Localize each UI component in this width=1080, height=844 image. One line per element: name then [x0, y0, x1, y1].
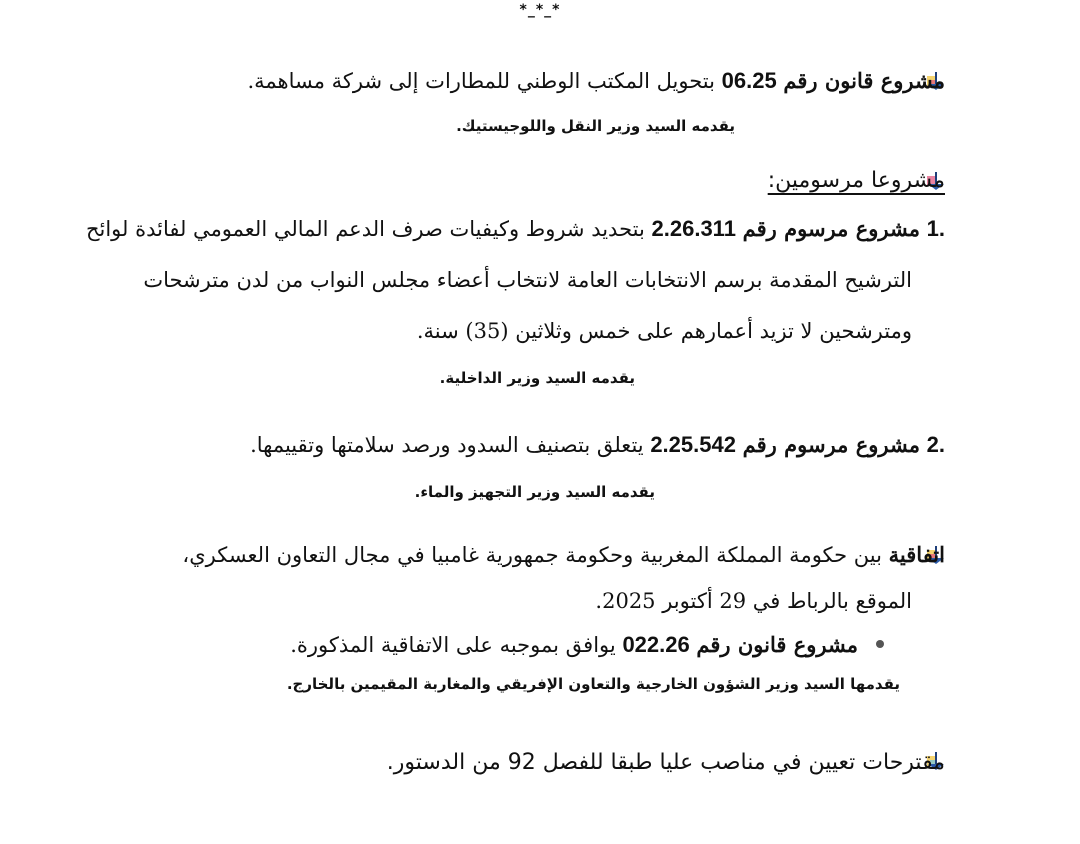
bill-lead: مشروع قانون رقم [696, 632, 858, 657]
decree-lead: مشروع مرسوم رقم [742, 432, 920, 457]
appointments-line: مقترحات تعيين في مناصب عليا طبقا للفصل 92 من الدستور. [386, 750, 945, 775]
decree-2-line [250, 428, 945, 462]
decree-lead: مشروع مرسوم رقم [742, 216, 920, 241]
sub-bill-line [290, 628, 858, 662]
bill-line [247, 64, 945, 98]
bill-number: 022.26 [622, 632, 690, 657]
decree-index: 2. [926, 432, 945, 457]
bill-text: يوافق بموجبه على الاتفاقية المذكورة. [290, 633, 616, 657]
bill-text: بتحويل المكتب الوطني للمطارات إلى شركة مساهمة. [247, 69, 715, 93]
bill-lead: مشروع قانون رقم [783, 68, 945, 93]
decree-index: 1. [926, 216, 945, 241]
presenter-text: يقدمه السيد وزير النقل واللوجيستيك. [456, 117, 735, 135]
decree-number: 2.26.311 [651, 216, 736, 241]
agreement-line-2: الموقع بالرباط في 29 أكتوبر 2025. [595, 589, 912, 613]
presenter-text: يقدمها السيد وزير الشؤون الخارجية والتعاون الإفريقي والمغاربة المقيمين بالخارج. [286, 675, 900, 693]
decree-number: 2.25.542 [650, 432, 736, 457]
presenter-text: يقدمه السيد وزير التجهيز والماء. [414, 483, 655, 501]
bullet-dot-icon [876, 640, 884, 648]
separator: *_*_* [519, 2, 561, 18]
decree-1-line-3: ومترشحين لا تزيد أعمارهم على خمس وثلاثين (35) سنة. [416, 319, 912, 343]
decree-1-line-2: الترشيح المقدمة برسم الانتخابات العامة لانتخاب أعضاء مجلس النواب من لدن مترشحات [143, 268, 912, 292]
agreement-text: بين حكومة المملكة المغربية وحكومة جمهورية غامبيا في مجال التعاون العسكري، [182, 543, 882, 567]
agreement-lead: اتفاقية [888, 542, 945, 567]
decree-text: يتعلق بتصنيف السدود ورصد سلامتها وتقييمها. [250, 433, 644, 457]
agreement-line-1 [182, 538, 945, 572]
presenter-text: يقدمه السيد وزير الداخلية. [439, 369, 635, 387]
section-heading: مشروعا مرسومين: [767, 168, 945, 193]
decree-text: بتحديد شروط وكيفيات صرف الدعم المالي العمومي لفائدة لوائح [85, 217, 645, 241]
bill-number: 06.25 [721, 68, 777, 93]
decree-1-line-1 [86, 212, 945, 246]
